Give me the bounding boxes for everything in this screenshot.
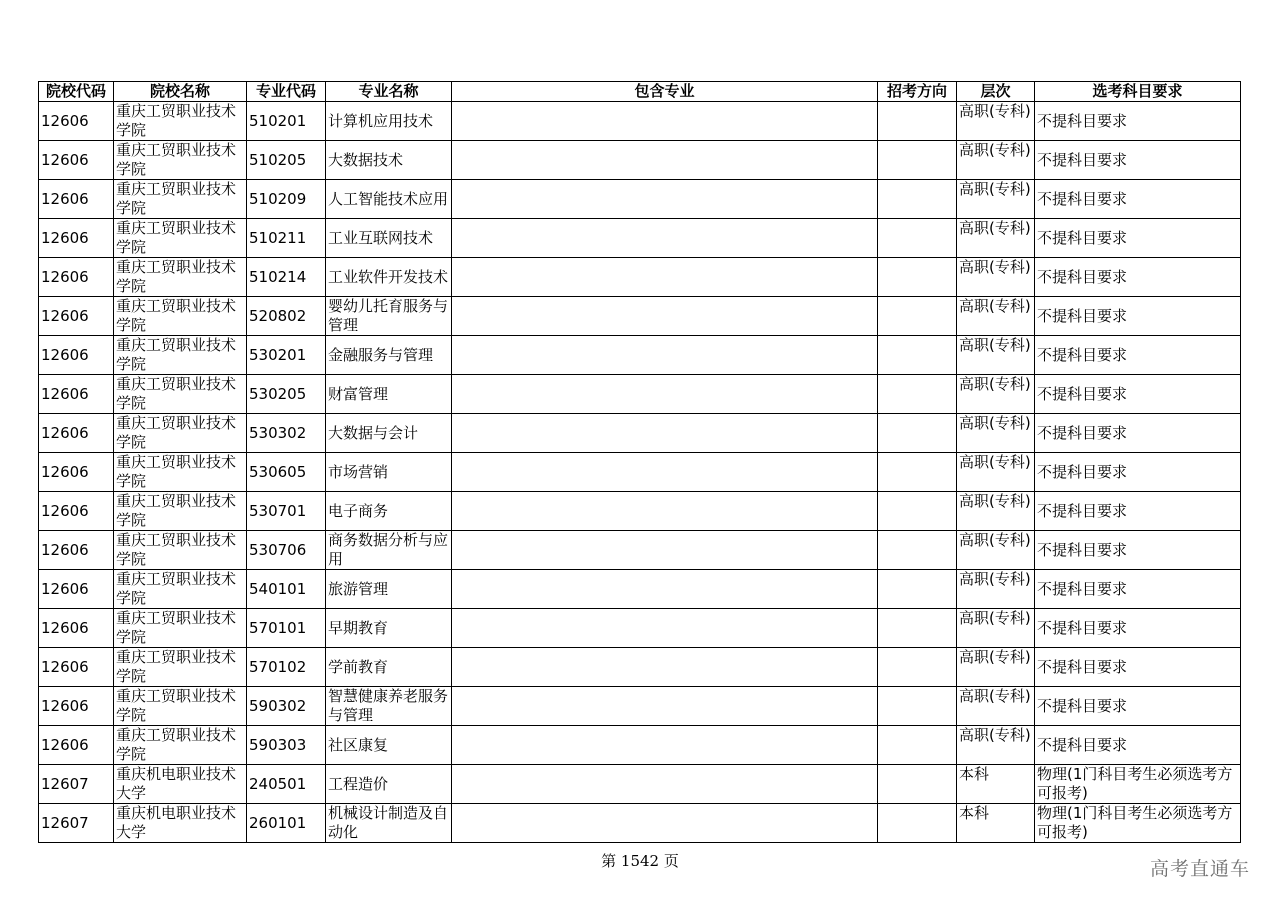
cell-level: 本科 bbox=[957, 765, 1035, 804]
table-row bbox=[39, 687, 1241, 726]
header-school-code: 院校代码 bbox=[39, 82, 114, 102]
cell-school-code: 12606 bbox=[39, 258, 114, 297]
cell-school-name: 重庆工贸职业技术学院 bbox=[114, 726, 247, 765]
cell-direction bbox=[878, 765, 957, 804]
cell-major-code: 530605 bbox=[247, 453, 326, 492]
table-row bbox=[39, 102, 1241, 141]
cell-included-majors bbox=[452, 804, 878, 843]
cell-included-majors bbox=[452, 336, 878, 375]
cell-school-code: 12606 bbox=[39, 492, 114, 531]
cell-major-name: 智慧健康养老服务与管理 bbox=[326, 687, 452, 726]
cell-level: 高职(专科) bbox=[957, 258, 1035, 297]
cell-major-code: 510214 bbox=[247, 258, 326, 297]
cell-subject-requirement: 不提科目要求 bbox=[1035, 219, 1241, 258]
cell-subject-requirement: 不提科目要求 bbox=[1035, 648, 1241, 687]
table-row bbox=[39, 219, 1241, 258]
cell-included-majors bbox=[452, 687, 878, 726]
cell-direction bbox=[878, 726, 957, 765]
cell-school-name: 重庆工贸职业技术学院 bbox=[114, 687, 247, 726]
cell-major-name: 婴幼儿托育服务与管理 bbox=[326, 297, 452, 336]
cell-major-code: 530701 bbox=[247, 492, 326, 531]
cell-subject-requirement: 不提科目要求 bbox=[1035, 414, 1241, 453]
cell-major-name: 人工智能技术应用 bbox=[326, 180, 452, 219]
cell-subject-requirement: 不提科目要求 bbox=[1035, 141, 1241, 180]
cell-level: 高职(专科) bbox=[957, 609, 1035, 648]
cell-included-majors bbox=[452, 726, 878, 765]
cell-school-code: 12606 bbox=[39, 570, 114, 609]
cell-level: 高职(专科) bbox=[957, 570, 1035, 609]
cell-direction bbox=[878, 414, 957, 453]
cell-school-name: 重庆工贸职业技术学院 bbox=[114, 609, 247, 648]
cell-direction bbox=[878, 609, 957, 648]
cell-level: 高职(专科) bbox=[957, 180, 1035, 219]
cell-major-code: 530201 bbox=[247, 336, 326, 375]
cell-school-code: 12606 bbox=[39, 336, 114, 375]
cell-school-name: 重庆工贸职业技术学院 bbox=[114, 219, 247, 258]
cell-direction bbox=[878, 687, 957, 726]
header-included-majors: 包含专业 bbox=[452, 82, 878, 102]
cell-school-code: 12607 bbox=[39, 804, 114, 843]
cell-included-majors bbox=[452, 609, 878, 648]
table-row bbox=[39, 258, 1241, 297]
cell-major-code: 590303 bbox=[247, 726, 326, 765]
cell-major-code: 590302 bbox=[247, 687, 326, 726]
cell-included-majors bbox=[452, 297, 878, 336]
cell-major-name: 社区康复 bbox=[326, 726, 452, 765]
cell-level: 高职(专科) bbox=[957, 648, 1035, 687]
cell-subject-requirement: 物理(1门科目考生必须选考方可报考) bbox=[1035, 765, 1241, 804]
cell-major-code: 510205 bbox=[247, 141, 326, 180]
cell-school-code: 12606 bbox=[39, 219, 114, 258]
cell-major-name: 工业软件开发技术 bbox=[326, 258, 452, 297]
cell-direction bbox=[878, 102, 957, 141]
cell-subject-requirement: 不提科目要求 bbox=[1035, 609, 1241, 648]
cell-level: 高职(专科) bbox=[957, 297, 1035, 336]
header-major-name: 专业名称 bbox=[326, 82, 452, 102]
cell-level: 高职(专科) bbox=[957, 687, 1035, 726]
cell-direction bbox=[878, 180, 957, 219]
cell-included-majors bbox=[452, 570, 878, 609]
cell-included-majors bbox=[452, 375, 878, 414]
cell-subject-requirement: 不提科目要求 bbox=[1035, 570, 1241, 609]
table-row bbox=[39, 180, 1241, 219]
cell-direction bbox=[878, 375, 957, 414]
cell-major-name: 学前教育 bbox=[326, 648, 452, 687]
table-row bbox=[39, 648, 1241, 687]
cell-school-name: 重庆工贸职业技术学院 bbox=[114, 180, 247, 219]
cell-school-name: 重庆工贸职业技术学院 bbox=[114, 453, 247, 492]
cell-major-name: 市场营销 bbox=[326, 453, 452, 492]
cell-included-majors bbox=[452, 414, 878, 453]
cell-major-name: 大数据与会计 bbox=[326, 414, 452, 453]
header-row bbox=[39, 82, 1241, 102]
cell-level: 高职(专科) bbox=[957, 726, 1035, 765]
table-body bbox=[39, 102, 1241, 843]
cell-school-code: 12606 bbox=[39, 687, 114, 726]
cell-level: 高职(专科) bbox=[957, 414, 1035, 453]
cell-school-code: 12606 bbox=[39, 531, 114, 570]
cell-subject-requirement: 不提科目要求 bbox=[1035, 375, 1241, 414]
cell-major-name: 计算机应用技术 bbox=[326, 102, 452, 141]
cell-included-majors bbox=[452, 180, 878, 219]
cell-major-code: 510211 bbox=[247, 219, 326, 258]
table-row bbox=[39, 609, 1241, 648]
cell-direction bbox=[878, 570, 957, 609]
cell-school-name: 重庆工贸职业技术学院 bbox=[114, 141, 247, 180]
cell-included-majors bbox=[452, 141, 878, 180]
cell-subject-requirement: 不提科目要求 bbox=[1035, 258, 1241, 297]
cell-subject-requirement: 不提科目要求 bbox=[1035, 726, 1241, 765]
cell-school-code: 12606 bbox=[39, 648, 114, 687]
cell-subject-requirement: 不提科目要求 bbox=[1035, 453, 1241, 492]
table-row bbox=[39, 765, 1241, 804]
cell-subject-requirement: 不提科目要求 bbox=[1035, 492, 1241, 531]
cell-major-code: 260101 bbox=[247, 804, 326, 843]
cell-direction bbox=[878, 804, 957, 843]
table-row bbox=[39, 531, 1241, 570]
cell-level: 高职(专科) bbox=[957, 531, 1035, 570]
cell-school-code: 12606 bbox=[39, 375, 114, 414]
cell-school-name: 重庆工贸职业技术学院 bbox=[114, 648, 247, 687]
cell-included-majors bbox=[452, 492, 878, 531]
page-number: 第 1542 页 bbox=[601, 852, 679, 870]
cell-included-majors bbox=[452, 453, 878, 492]
cell-major-name: 旅游管理 bbox=[326, 570, 452, 609]
cell-school-name: 重庆工贸职业技术学院 bbox=[114, 336, 247, 375]
cell-direction bbox=[878, 258, 957, 297]
cell-direction bbox=[878, 648, 957, 687]
cell-direction bbox=[878, 492, 957, 531]
table-row bbox=[39, 414, 1241, 453]
cell-major-name: 工程造价 bbox=[326, 765, 452, 804]
table-row bbox=[39, 375, 1241, 414]
cell-direction bbox=[878, 141, 957, 180]
cell-subject-requirement: 不提科目要求 bbox=[1035, 297, 1241, 336]
cell-level: 高职(专科) bbox=[957, 492, 1035, 531]
cell-included-majors bbox=[452, 531, 878, 570]
cell-school-code: 12606 bbox=[39, 102, 114, 141]
cell-included-majors bbox=[452, 219, 878, 258]
cell-major-name: 财富管理 bbox=[326, 375, 452, 414]
cell-direction bbox=[878, 297, 957, 336]
cell-school-name: 重庆工贸职业技术学院 bbox=[114, 570, 247, 609]
cell-direction bbox=[878, 219, 957, 258]
cell-included-majors bbox=[452, 648, 878, 687]
table-row bbox=[39, 570, 1241, 609]
cell-level: 高职(专科) bbox=[957, 219, 1035, 258]
cell-school-code: 12606 bbox=[39, 609, 114, 648]
cell-included-majors bbox=[452, 258, 878, 297]
cell-major-name: 金融服务与管理 bbox=[326, 336, 452, 375]
cell-major-name: 早期教育 bbox=[326, 609, 452, 648]
watermark: 高考直通车 bbox=[1149, 858, 1250, 880]
cell-major-code: 240501 bbox=[247, 765, 326, 804]
cell-school-code: 12606 bbox=[39, 414, 114, 453]
header-major-code: 专业代码 bbox=[247, 82, 326, 102]
header-subject-requirement: 选考科目要求 bbox=[1035, 82, 1241, 102]
cell-major-code: 530706 bbox=[247, 531, 326, 570]
table-row bbox=[39, 297, 1241, 336]
cell-level: 高职(专科) bbox=[957, 141, 1035, 180]
cell-school-name: 重庆工贸职业技术学院 bbox=[114, 414, 247, 453]
cell-school-name: 重庆机电职业技术大学 bbox=[114, 765, 247, 804]
cell-level: 高职(专科) bbox=[957, 102, 1035, 141]
cell-direction bbox=[878, 453, 957, 492]
cell-major-code: 570101 bbox=[247, 609, 326, 648]
header-school-name: 院校名称 bbox=[114, 82, 247, 102]
cell-level: 高职(专科) bbox=[957, 375, 1035, 414]
cell-school-name: 重庆工贸职业技术学院 bbox=[114, 297, 247, 336]
cell-school-name: 重庆工贸职业技术学院 bbox=[114, 531, 247, 570]
cell-major-name: 工业互联网技术 bbox=[326, 219, 452, 258]
cell-subject-requirement: 不提科目要求 bbox=[1035, 531, 1241, 570]
cell-school-name: 重庆工贸职业技术学院 bbox=[114, 258, 247, 297]
header-level: 层次 bbox=[957, 82, 1035, 102]
cell-major-name: 商务数据分析与应用 bbox=[326, 531, 452, 570]
cell-subject-requirement: 物理(1门科目考生必须选考方可报考) bbox=[1035, 804, 1241, 843]
cell-school-code: 12606 bbox=[39, 141, 114, 180]
cell-major-code: 530302 bbox=[247, 414, 326, 453]
cell-included-majors bbox=[452, 102, 878, 141]
cell-major-code: 570102 bbox=[247, 648, 326, 687]
cell-school-name: 重庆工贸职业技术学院 bbox=[114, 102, 247, 141]
cell-school-code: 12606 bbox=[39, 297, 114, 336]
cell-school-code: 12606 bbox=[39, 453, 114, 492]
cell-subject-requirement: 不提科目要求 bbox=[1035, 336, 1241, 375]
header-direction: 招考方向 bbox=[878, 82, 957, 102]
cell-major-name: 电子商务 bbox=[326, 492, 452, 531]
table-row bbox=[39, 804, 1241, 843]
table-row bbox=[39, 492, 1241, 531]
table-row bbox=[39, 726, 1241, 765]
cell-major-code: 510209 bbox=[247, 180, 326, 219]
table-row bbox=[39, 141, 1241, 180]
cell-direction bbox=[878, 336, 957, 375]
cell-direction bbox=[878, 531, 957, 570]
table-row bbox=[39, 336, 1241, 375]
cell-school-code: 12606 bbox=[39, 726, 114, 765]
cell-school-name: 重庆机电职业技术大学 bbox=[114, 804, 247, 843]
cell-level: 本科 bbox=[957, 804, 1035, 843]
cell-school-name: 重庆工贸职业技术学院 bbox=[114, 492, 247, 531]
cell-subject-requirement: 不提科目要求 bbox=[1035, 102, 1241, 141]
table-row bbox=[39, 453, 1241, 492]
cell-major-code: 530205 bbox=[247, 375, 326, 414]
cell-school-code: 12606 bbox=[39, 180, 114, 219]
cell-subject-requirement: 不提科目要求 bbox=[1035, 687, 1241, 726]
cell-major-code: 540101 bbox=[247, 570, 326, 609]
cell-school-name: 重庆工贸职业技术学院 bbox=[114, 375, 247, 414]
cell-major-code: 520802 bbox=[247, 297, 326, 336]
cell-major-name: 大数据技术 bbox=[326, 141, 452, 180]
cell-subject-requirement: 不提科目要求 bbox=[1035, 180, 1241, 219]
cell-level: 高职(专科) bbox=[957, 336, 1035, 375]
cell-included-majors bbox=[452, 765, 878, 804]
cell-level: 高职(专科) bbox=[957, 453, 1035, 492]
cell-major-name: 机械设计制造及自动化 bbox=[326, 804, 452, 843]
admission-table bbox=[38, 81, 1241, 843]
cell-school-code: 12607 bbox=[39, 765, 114, 804]
cell-major-code: 510201 bbox=[247, 102, 326, 141]
